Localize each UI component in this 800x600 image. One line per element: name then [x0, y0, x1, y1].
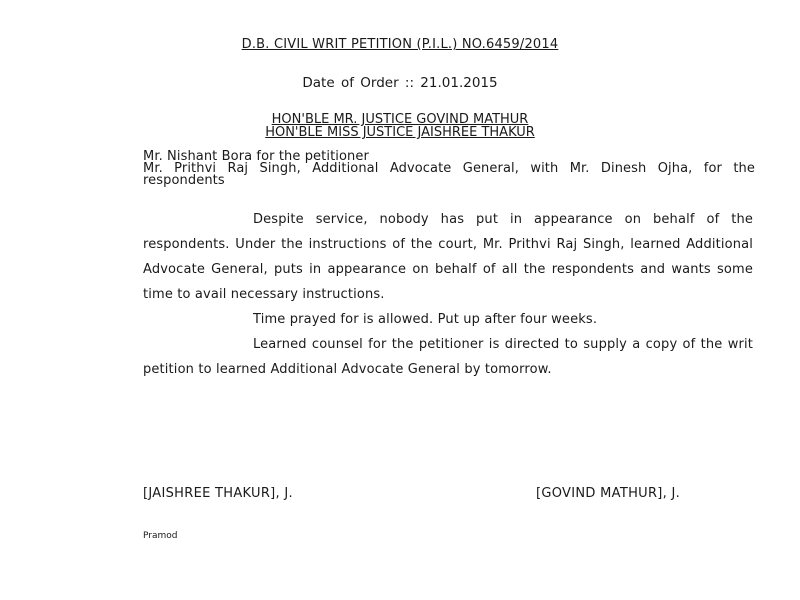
signature-left: [JAISHREE THAKUR], J.	[143, 486, 293, 501]
date-of-order: Date of Order :: 21.01.2015	[302, 75, 498, 91]
appearances	[143, 151, 755, 187]
judge-1: HON'BLE MR. JUSTICE GOVIND MATHUR	[271, 112, 529, 127]
signature-right: [GOVIND MATHUR], J.	[536, 486, 681, 501]
appearance-petitioner: Mr. Nishant Bora for the petitioner	[143, 149, 369, 164]
judge-2: HON'BLE MISS JUSTICE JAISHREE THAKUR	[265, 125, 535, 140]
bench-judges	[0, 113, 800, 139]
paragraph-3: Learned counsel for the petitioner is directed to supply a copy of the writ petition to learned Additional Advocate General by tomorrow.	[143, 337, 753, 377]
paragraph-1: Despite service, nobody has put in appearance on behalf of the respondents. Under the instructions of the court, Mr. Prithvi Raj Singh, learned Additional Advocate General, puts in appearance on behalf of all the respondents and wants some time to avail necessary instructions.	[143, 212, 753, 302]
clerk-initials: Pramod	[143, 531, 178, 541]
order-body	[143, 207, 753, 382]
case-heading: D.B. CIVIL WRIT PETITION (P.I.L.) NO.6459/2014	[241, 37, 559, 52]
appearance-respondents: Mr. Prithvi Raj Singh, Additional Advocate General, with Mr. Dinesh Ojha, for the respondents	[143, 161, 755, 188]
paragraph-2: Time prayed for is allowed. Put up after four weeks.	[253, 312, 598, 327]
